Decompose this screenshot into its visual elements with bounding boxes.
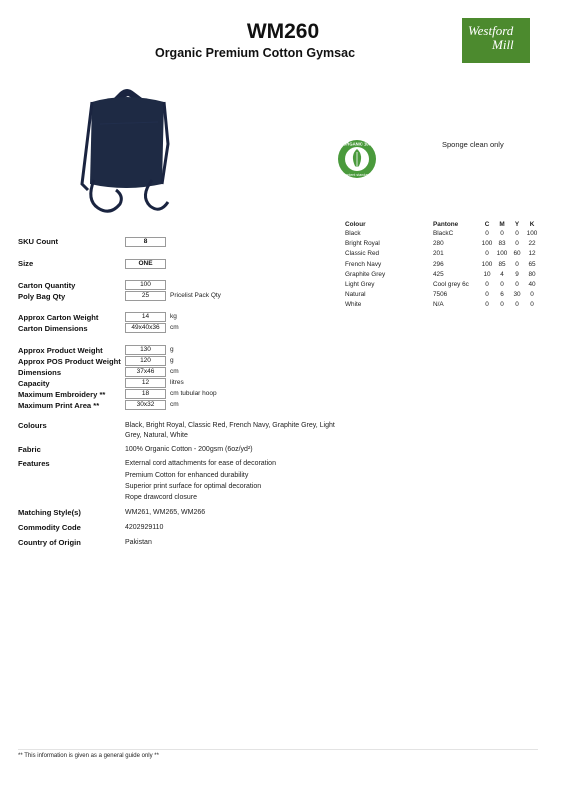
capacity-unit: litres (170, 379, 184, 386)
colour-table-cell: 80 (528, 270, 536, 278)
colour-table-row (345, 301, 545, 311)
colour-table-cell: Light Grey (345, 281, 375, 288)
brand-logo (462, 18, 530, 63)
colour-table-header-k: K (529, 221, 535, 228)
carton-quantity-value: 100 (125, 280, 166, 290)
colour-table-cell: 0 (515, 281, 519, 288)
maximum-embroidery-label: Maximum Embroidery ** (18, 390, 106, 399)
colour-table-cell: 0 (515, 230, 519, 237)
colour-table-cell: 0 (500, 281, 504, 288)
colour-table-cell: 6 (500, 291, 504, 299)
carton-dimensions-value: 49x40x36 (125, 323, 166, 333)
product-name-subtitle: Organic Premium Cotton Gymsac (154, 46, 356, 60)
colour-table-cell: 0 (515, 240, 519, 248)
footer-disclaimer: ** This information is given as a general guide only ** (18, 753, 159, 759)
colour-table-cell: 0 (500, 301, 504, 309)
colour-table-cell: 201 (433, 250, 444, 258)
colour-table-header-c: C (484, 221, 490, 228)
colour-table-cell: 9 (515, 270, 519, 278)
fabric-label: Fabric (18, 445, 41, 454)
colour-table-cell: 4 (500, 270, 504, 278)
colour-table-cell: Classic Red (345, 250, 380, 258)
carton-quantity-label: Carton Quantity (18, 281, 76, 290)
colour-table-cell: 0 (530, 291, 534, 299)
poly-bag-qty-label: Poly Bag Qty (18, 292, 66, 301)
colour-table-cell: 100 (481, 240, 493, 248)
colour-table-row (345, 250, 545, 260)
colour-table-row (345, 261, 545, 271)
maximum-print-area-label: Maximum Print Area ** (18, 401, 100, 410)
carton-dimensions-label: Carton Dimensions (18, 324, 88, 333)
approx-product-weight-value: 130 (125, 345, 166, 355)
colour-table-cell: Graphite Grey (345, 270, 386, 278)
country-of-origin-value: Pakistan (125, 539, 152, 546)
feature-item: Superior print surface for optimal decoration (125, 483, 262, 490)
feature-item: External cord attachments for ease of decoration (125, 460, 276, 467)
colours-label: Colours (18, 421, 47, 430)
poly-bag-qty-unit: Pricelist Pack Qty (170, 292, 221, 299)
features-label: Features (18, 459, 50, 468)
colour-table-row (345, 281, 545, 291)
logo-line-1: Westford (468, 23, 514, 38)
colour-table-cell: 280 (433, 240, 444, 248)
approx-carton-weight-unit: kg (170, 313, 177, 320)
colour-table-cell: 0 (485, 250, 489, 258)
colour-table-cell: 0 (500, 230, 504, 237)
size-value: ONE (125, 259, 166, 269)
colour-table-row (345, 271, 545, 281)
dimensions-unit: cm (170, 368, 179, 375)
badge-bottom-text: content standard (343, 173, 371, 177)
colour-table-cell: 100 (496, 250, 508, 258)
matching-styles-value: WM261, WM265, WM266 (125, 509, 206, 516)
dimensions-value: 37x46 (125, 367, 166, 377)
sku-count-label: SKU Count (18, 237, 59, 246)
colour-table-cell: 425 (433, 270, 444, 278)
maximum-embroidery-unit: cm tubular hoop (170, 390, 217, 397)
colour-table-cell: 0 (485, 291, 489, 299)
colour-table-cell: 30 (513, 291, 521, 299)
colour-table-cell: 12 (528, 250, 536, 258)
colour-table-header-m: M (499, 221, 505, 228)
colour-table-row (345, 230, 545, 240)
feature-item: Rope drawcord closure (125, 494, 197, 501)
colour-table-cell: French Navy (345, 260, 382, 268)
colour-table-cell: 7506 (433, 291, 448, 299)
colour-table-cell: 10 (483, 270, 491, 278)
colour-table-cell: White (345, 301, 362, 309)
dimensions-label: Dimensions (18, 368, 62, 377)
colour-table-cell: 100 (481, 260, 493, 268)
maximum-print-area-unit: cm (170, 401, 179, 408)
product-code-title: WM260 (246, 20, 320, 43)
colour-table-cell: 40 (528, 281, 536, 288)
approx-product-weight-label: Approx Product Weight (18, 346, 103, 355)
capacity-label: Capacity (18, 379, 50, 388)
colour-table-cell: 0 (515, 260, 519, 268)
colour-table-cell: 0 (515, 301, 519, 309)
colour-table-cell: 22 (528, 240, 536, 248)
colour-table-cell: 65 (528, 260, 536, 268)
colour-table-cell: 296 (433, 260, 444, 268)
commodity-code-value: 4202929110 (125, 524, 164, 531)
colour-table-cell: 0 (485, 301, 489, 309)
colour-table-cell: 0 (530, 301, 534, 309)
colour-table-row (345, 291, 545, 301)
poly-bag-qty-value: 25 (125, 291, 166, 301)
sku-count-value: 8 (125, 237, 166, 247)
colour-table-cell: Natural (345, 291, 366, 299)
colour-table-cell: Black (345, 230, 361, 237)
colour-table-cell: Cool grey 6c (433, 281, 469, 288)
colour-table-header-y: Y (514, 221, 520, 228)
size-label: Size (18, 259, 34, 268)
commodity-code-label: Commodity Code (18, 523, 81, 532)
feature-item: Premium Cotton for enhanced durability (125, 472, 249, 479)
colours-value: Black, Bright Royal, Classic Red, French Navy, Graphite Grey, Light Grey, Natural, White (125, 422, 335, 439)
colour-table-cell: 0 (485, 230, 489, 237)
colour-table-cell: 100 (526, 230, 538, 237)
badge-top-text: ORGANIC 100 (343, 141, 371, 147)
matching-styles-label: Matching Style(s) (18, 508, 81, 517)
approx-pos-product-weight-value: 120 (125, 356, 166, 366)
colour-table-cell: 0 (485, 281, 489, 288)
capacity-value: 12 (125, 378, 166, 388)
colour-table-cell: Bright Royal (345, 240, 380, 248)
colour-table-row (345, 240, 545, 250)
colour-table-cell: 83 (498, 240, 506, 248)
colour-table-cell: N/A (433, 301, 444, 309)
logo-line-2: Mill (492, 37, 514, 52)
carton-dimensions-unit: cm (170, 324, 179, 331)
approx-carton-weight-label: Approx Carton Weight (18, 313, 99, 322)
fabric-value: 100% Organic Cotton - 200gsm (6oz/yd²) (125, 446, 253, 453)
colour-table-cell: BlackC (433, 230, 454, 237)
maximum-embroidery-value: 18 (125, 389, 166, 399)
footer-divider (18, 749, 538, 750)
maximum-print-area-value: 30x32 (125, 400, 166, 410)
gymsac-product-image (80, 84, 170, 234)
colour-table-header-colour: Colour (345, 221, 366, 228)
approx-product-weight-unit: g (170, 346, 174, 353)
approx-pos-product-weight-unit: g (170, 357, 174, 364)
care-instruction: Sponge clean only (442, 140, 504, 149)
approx-carton-weight-value: 14 (125, 312, 166, 322)
colour-table-cell: 85 (498, 260, 506, 268)
colour-table-cell: 60 (513, 250, 521, 258)
colour-table-header-pantone: Pantone (433, 221, 459, 228)
approx-pos-product-weight-label: Approx POS Product Weight (18, 357, 121, 366)
country-of-origin-label: Country of Origin (18, 538, 81, 547)
organic-content-standard-badge (337, 139, 377, 179)
